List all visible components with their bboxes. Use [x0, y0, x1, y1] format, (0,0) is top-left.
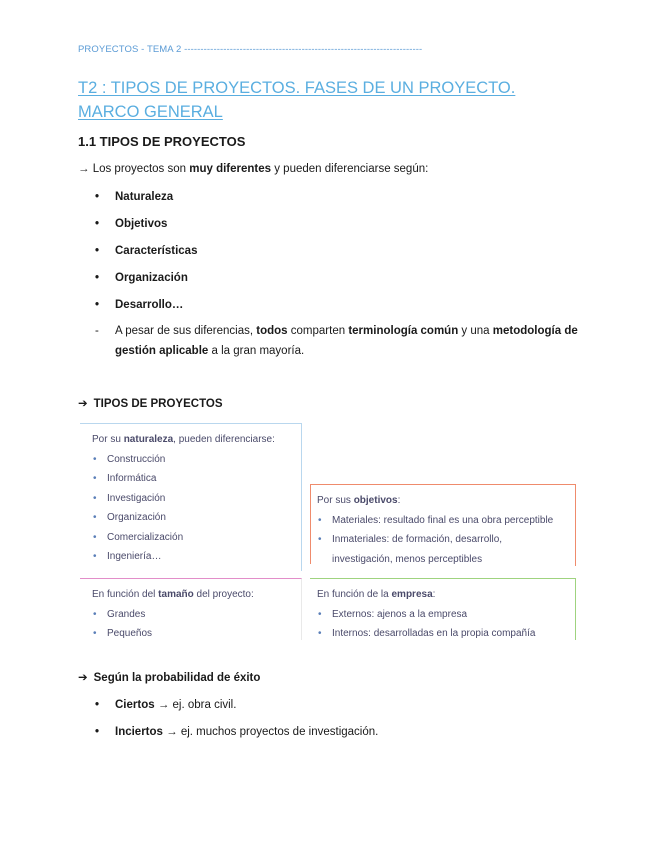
bullet-icon: • — [318, 608, 322, 620]
bullet-icon: • — [95, 245, 100, 257]
list-item: • Naturaleza — [78, 188, 197, 215]
bullet-icon: • — [95, 699, 100, 711]
list-item-continuation: investigación, menos perceptibles — [332, 553, 483, 565]
list-item: • Investigación — [92, 489, 301, 509]
box-naturaleza — [80, 423, 302, 571]
bullet-icon: • — [93, 531, 97, 543]
dash-note: - A pesar de sus diferencias, todos comparten terminología común y una metodología de gestión aplicable a la gran mayoría. — [78, 321, 578, 361]
list-item: • Ingeniería… — [92, 547, 301, 567]
list-item: • Comercialización — [92, 528, 301, 548]
arrow-icon: → — [78, 163, 90, 175]
bullet-icon: • — [95, 726, 100, 738]
arrow-icon: ➔ — [78, 672, 88, 684]
tipos-heading: ➔ TIPOS DE PROYECTOS — [78, 398, 223, 410]
bullet-icon: • — [95, 218, 100, 230]
exito-heading: ➔ Según la probabilidad de éxito — [78, 672, 261, 684]
list-item: • Ciertos → ej. obra civil. — [78, 696, 378, 723]
list-item: • Objetivos — [78, 215, 197, 242]
page-header: PROYECTOS - TEMA 2 ------------------------------------------------------------------------- — [78, 44, 423, 55]
list-item: • Construcción — [92, 450, 301, 470]
bullet-icon: • — [93, 473, 97, 484]
bullet-icon: • — [318, 534, 322, 545]
bullet-icon: • — [95, 191, 100, 203]
box-title: Por su naturaleza, pueden diferenciarse: — [92, 434, 275, 445]
list-item: • Externos: ajenos a la empresa — [317, 605, 575, 625]
dash-icon: - — [95, 325, 99, 337]
bullet-icon: • — [95, 299, 100, 311]
exito-list — [78, 696, 378, 750]
list-item: • Organización — [92, 508, 301, 528]
list-item: • Informática — [92, 469, 301, 489]
criteria-list — [78, 188, 197, 323]
list-item: • Inciertos → ej. muchos proyectos de investigación. — [78, 723, 378, 750]
intro-paragraph: → Los proyectos son muy diferentes y pueden diferenciarse según: — [78, 163, 429, 175]
list-item: • Pequeños — [92, 624, 301, 644]
box-objetivos — [310, 484, 576, 566]
section-heading: 1.1 TIPOS DE PROYECTOS — [78, 134, 246, 149]
bullet-icon: • — [93, 551, 97, 562]
list-item: • Desarrollo… — [78, 296, 197, 323]
list-item: • Inmateriales: de formación, desarrollo, — [317, 530, 575, 550]
document-title: T2 : TIPOS DE PROYECTOS. FASES DE UN PROYECTO. MARCO GENERAL — [78, 79, 516, 121]
box-tamano — [80, 578, 302, 640]
list-item: • Características — [78, 242, 197, 269]
bullet-icon: • — [93, 608, 97, 620]
box-title: Por sus objetivos: — [317, 495, 401, 506]
bullet-icon: • — [95, 272, 100, 284]
bullet-icon: • — [93, 512, 97, 523]
bullet-icon: • — [93, 628, 97, 639]
arrow-icon: ➔ — [78, 398, 88, 410]
bullet-icon: • — [93, 453, 97, 465]
bullet-icon: • — [318, 628, 322, 639]
list-item: • Internos: desarrolladas en la propia compañía — [317, 624, 575, 644]
list-item: • Grandes — [92, 605, 301, 625]
list-item: • Materiales: resultado final es una obra perceptible — [317, 511, 575, 531]
box-title: En función del tamaño del proyecto: — [92, 589, 254, 600]
list-item: • Organización — [78, 269, 197, 296]
box-empresa — [310, 578, 576, 640]
bullet-icon: • — [318, 514, 322, 526]
box-title: En función de la empresa: — [317, 589, 436, 600]
bullet-icon: • — [93, 492, 97, 504]
